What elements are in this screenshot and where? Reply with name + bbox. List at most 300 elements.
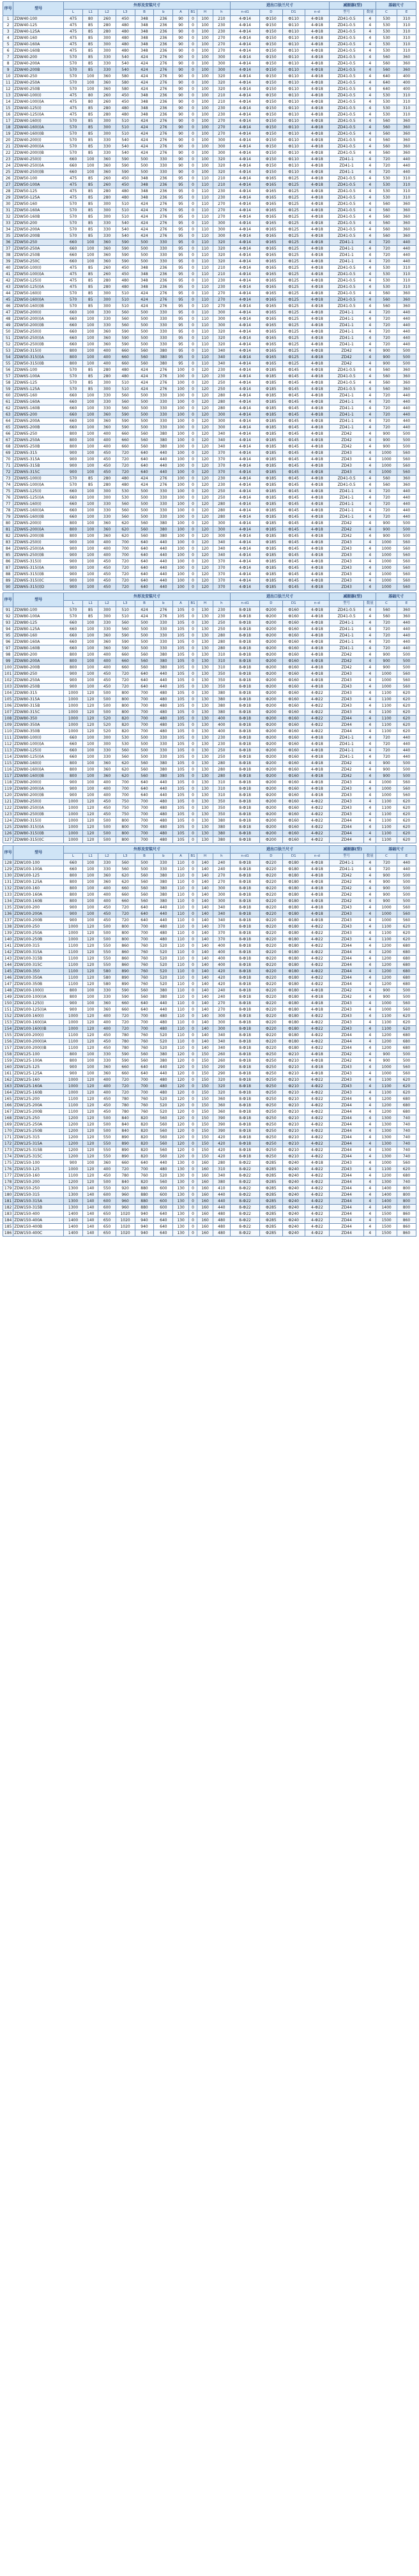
data-cell: 1100: [376, 722, 397, 728]
data-cell: 640: [135, 677, 154, 684]
data-cell: 600: [154, 1198, 173, 1205]
data-cell: 98: [3, 652, 13, 658]
data-cell: 330: [154, 310, 173, 316]
data-cell: 250: [213, 626, 230, 633]
table-row: [3, 1122, 416, 1128]
subheader-cell: B1: [188, 601, 197, 607]
data-cell: 4-Ф18: [305, 520, 329, 527]
data-cell: 110: [197, 278, 213, 284]
data-cell: 820: [135, 1115, 154, 1122]
data-cell: 580: [98, 981, 116, 988]
data-cell: 660: [64, 169, 83, 176]
model-cell: ZDW50-125: [13, 188, 64, 195]
data-cell: 95: [173, 239, 188, 246]
data-cell: 120: [197, 520, 213, 527]
data-cell: 27: [3, 182, 13, 188]
data-cell: 360: [98, 169, 116, 176]
data-cell: Ф185: [260, 501, 282, 508]
data-cell: 134: [3, 898, 13, 905]
data-cell: 1100: [64, 1173, 83, 1179]
data-cell: Ф250: [260, 1071, 282, 1077]
data-cell: 860: [116, 949, 135, 956]
data-cell: 4: [364, 195, 376, 201]
data-cell: 890: [116, 981, 135, 988]
data-cell: 680: [397, 968, 416, 975]
data-cell: 380: [213, 824, 230, 831]
data-cell: 110: [197, 310, 213, 316]
model-cell: ZDW100-160(I)B: [13, 1026, 64, 1032]
data-cell: 4-Ф18: [305, 393, 329, 399]
data-cell: 130: [173, 1198, 188, 1205]
data-cell: 840: [116, 1122, 135, 1128]
data-cell: 4-Ф14: [231, 578, 260, 584]
data-cell: 4-Ф14: [231, 361, 260, 367]
model-cell: ZDW80-160(I)A: [13, 767, 64, 773]
data-cell: ZD43: [329, 780, 363, 786]
data-cell: Ф160: [282, 818, 305, 824]
data-cell: 61: [3, 399, 13, 405]
data-cell: 475: [64, 16, 83, 22]
data-cell: 270: [213, 41, 230, 48]
data-cell: 340: [213, 539, 230, 546]
data-cell: 330: [98, 748, 116, 754]
data-cell: 1200: [376, 949, 397, 956]
data-cell: 4: [364, 949, 376, 956]
data-cell: 400: [98, 898, 116, 905]
data-cell: 100: [83, 879, 98, 885]
model-cell: ZDW65-315(I)D: [13, 584, 64, 591]
data-cell: 700: [135, 1083, 154, 1090]
data-cell: 480: [154, 703, 173, 709]
data-cell: 4: [364, 1064, 376, 1071]
data-cell: 100: [197, 80, 213, 86]
data-cell: 4: [364, 1039, 376, 1045]
data-cell: 740: [397, 1147, 416, 1154]
data-cell: 1300: [376, 1115, 397, 1122]
data-cell: 4-Ф18: [305, 994, 329, 1000]
data-cell: ZD41-0.5: [329, 118, 363, 124]
data-cell: 475: [64, 41, 83, 48]
table-row: [3, 780, 416, 786]
data-cell: 270: [213, 48, 230, 54]
data-cell: 400: [98, 431, 116, 437]
table-row: [3, 188, 416, 195]
data-cell: 100: [83, 639, 98, 645]
data-cell: 120: [197, 393, 213, 399]
model-cell: ZDW100-250A: [13, 930, 64, 937]
data-cell: 100: [83, 469, 98, 476]
data-cell: 120: [83, 1179, 98, 1186]
data-cell: 150: [197, 1090, 213, 1096]
data-cell: 480: [116, 482, 135, 488]
data-cell: 100: [83, 361, 98, 367]
data-cell: 900: [376, 873, 397, 879]
data-cell: Ф145: [282, 393, 305, 399]
data-cell: Ф180: [282, 898, 305, 905]
data-cell: 118: [3, 780, 13, 786]
data-cell: 4: [364, 399, 376, 405]
data-cell: 12: [3, 86, 13, 93]
data-cell: 360: [397, 124, 416, 131]
data-cell: 95: [173, 176, 188, 182]
data-cell: 160: [197, 1224, 213, 1230]
data-cell: 8-Ф18: [231, 1128, 260, 1134]
data-cell: ZD44: [329, 831, 363, 837]
data-cell: 4: [364, 1217, 376, 1224]
data-cell: 4-Ф14: [231, 469, 260, 476]
data-cell: 560: [116, 393, 135, 399]
data-cell: 0: [188, 412, 197, 418]
data-cell: Ф200: [260, 652, 282, 658]
data-cell: Ф165: [260, 303, 282, 310]
data-cell: 440: [397, 412, 416, 418]
data-cell: 4: [364, 1173, 376, 1179]
data-cell: 8-Ф18: [231, 1077, 260, 1083]
data-cell: 340: [213, 361, 230, 367]
data-cell: 450: [98, 559, 116, 565]
data-cell: 560: [397, 571, 416, 578]
data-cell: 126: [3, 831, 13, 837]
data-cell: 360: [397, 220, 416, 227]
data-cell: 8-Ф18: [231, 1141, 260, 1147]
data-cell: ZD43: [329, 1020, 363, 1026]
header-cell-model: 型号: [13, 2, 64, 16]
data-cell: 890: [116, 968, 135, 975]
data-cell: 700: [135, 703, 154, 709]
data-cell: Ф165: [260, 271, 282, 278]
data-cell: 8-Ф18: [231, 1071, 260, 1077]
data-cell: 73: [3, 476, 13, 482]
data-cell: 500: [397, 437, 416, 444]
data-cell: 0: [188, 469, 197, 476]
model-cell: ZDW80-200B: [13, 665, 64, 671]
data-cell: ZD41-0.5: [329, 303, 363, 310]
data-cell: 90: [173, 131, 188, 137]
data-cell: 570: [64, 476, 83, 482]
table-row: [3, 1103, 416, 1109]
table-row: [3, 488, 416, 495]
data-cell: 410: [213, 1186, 230, 1192]
data-cell: 90: [173, 169, 188, 176]
data-cell: 280: [98, 22, 116, 29]
data-cell: 1100: [64, 981, 83, 988]
data-cell: 440: [397, 741, 416, 748]
data-cell: 560: [376, 150, 397, 156]
data-cell: 210: [213, 176, 230, 182]
data-cell: 130: [197, 614, 213, 620]
data-cell: 1200: [64, 1147, 83, 1154]
data-cell: 0: [188, 418, 197, 425]
data-cell: 4-Ф22: [305, 722, 329, 728]
data-cell: 4: [364, 1058, 376, 1064]
data-cell: 100: [83, 892, 98, 898]
table-row: [3, 1032, 416, 1039]
table-row: [3, 239, 416, 246]
data-cell: 330: [154, 418, 173, 425]
table-row: [3, 1051, 416, 1058]
data-cell: 1000: [64, 1090, 83, 1096]
model-cell: ZDW40-250(I)A: [13, 163, 64, 169]
data-cell: 163: [3, 1083, 13, 1090]
table-row: [3, 709, 416, 716]
data-cell: 4-Ф18: [305, 214, 329, 220]
table-header-row: [3, 593, 416, 601]
data-cell: 475: [64, 271, 83, 278]
data-cell: Ф185: [260, 495, 282, 501]
data-cell: Ф250: [260, 1109, 282, 1115]
data-cell: 130: [197, 824, 213, 831]
data-cell: 140: [197, 1045, 213, 1051]
data-cell: 4: [364, 728, 376, 735]
data-cell: 900: [376, 760, 397, 767]
data-cell: 640: [154, 1211, 173, 1217]
data-cell: 100: [83, 994, 98, 1000]
data-cell: 360: [397, 61, 416, 67]
data-cell: 0: [188, 943, 197, 949]
data-cell: 10: [3, 73, 13, 80]
model-cell: ZDW65-315A: [13, 456, 64, 463]
table-row: [3, 626, 416, 633]
table-row: [3, 520, 416, 527]
data-cell: 120: [83, 943, 98, 949]
data-cell: 400: [98, 1020, 116, 1026]
model-cell: ZDW40-160: [13, 35, 64, 41]
data-cell: Ф125: [282, 227, 305, 233]
data-cell: 120: [197, 367, 213, 373]
data-cell: 720: [376, 252, 397, 259]
data-cell: 310: [397, 195, 416, 201]
data-cell: 250: [213, 754, 230, 760]
subheader-cell: h: [213, 854, 230, 860]
data-cell: 500: [397, 361, 416, 367]
data-cell: 560: [135, 361, 154, 367]
data-cell: 130: [197, 645, 213, 652]
data-cell: 530: [376, 22, 397, 29]
data-cell: 900: [64, 546, 83, 552]
data-cell: 520: [98, 716, 116, 722]
data-cell: 4: [364, 80, 376, 86]
data-cell: Ф185: [260, 578, 282, 584]
data-cell: 150: [197, 1071, 213, 1077]
data-cell: 0: [188, 824, 197, 831]
data-cell: 1400: [64, 1217, 83, 1224]
data-cell: 4-Ф22: [305, 1179, 329, 1186]
subheader-cell: L3: [116, 854, 135, 860]
data-cell: 700: [135, 690, 154, 697]
data-cell: 800: [64, 879, 83, 885]
data-cell: Ф220: [260, 892, 282, 898]
data-cell: 100: [173, 399, 188, 405]
model-cell: ZDW80-350: [13, 716, 64, 722]
data-cell: ZD43: [329, 578, 363, 584]
data-cell: 560: [376, 290, 397, 297]
data-cell: ZD43: [329, 703, 363, 709]
subheader-cell: b: [154, 854, 173, 860]
data-cell: 1020: [116, 1230, 135, 1237]
data-cell: 4-Ф18: [305, 316, 329, 322]
data-cell: 360: [397, 131, 416, 137]
data-cell: 400: [98, 1013, 116, 1020]
data-cell: 90: [173, 67, 188, 73]
data-cell: ZD43: [329, 552, 363, 559]
data-cell: 110: [173, 879, 188, 885]
data-cell: 130: [197, 633, 213, 639]
table-row: [3, 80, 416, 86]
data-cell: 360: [98, 1007, 116, 1013]
data-cell: 85: [83, 271, 98, 278]
data-cell: 4-Ф14: [231, 105, 260, 112]
model-cell: ZDW40-125: [13, 22, 64, 29]
data-cell: 330: [154, 754, 173, 760]
data-cell: 660: [64, 335, 83, 342]
data-cell: ZD41-0.5: [329, 61, 363, 67]
data-cell: 236: [154, 29, 173, 35]
data-cell: 400: [98, 444, 116, 450]
data-cell: 0: [188, 354, 197, 361]
data-cell: 280: [213, 405, 230, 412]
data-cell: 450: [98, 456, 116, 463]
data-cell: 380: [154, 760, 173, 767]
data-cell: 2: [3, 22, 13, 29]
table-row: [3, 879, 416, 885]
data-cell: ZD41-0.5: [329, 271, 363, 278]
data-cell: 560: [154, 1122, 173, 1128]
data-cell: 560: [154, 1128, 173, 1134]
data-cell: 320: [213, 246, 230, 252]
data-cell: 0: [188, 35, 197, 41]
data-cell: 100: [83, 1007, 98, 1013]
table-row: [3, 150, 416, 156]
data-cell: 4-Ф14: [231, 431, 260, 437]
data-cell: 4: [364, 41, 376, 48]
data-cell: 8-Ф18: [231, 1032, 260, 1039]
data-cell: 424: [135, 607, 154, 614]
data-cell: 130: [173, 1211, 188, 1217]
data-cell: 140: [197, 981, 213, 988]
data-cell: 132: [3, 885, 13, 892]
data-cell: ZD41-0.5: [329, 124, 363, 131]
data-cell: Ф200: [260, 626, 282, 633]
data-cell: 510: [116, 386, 135, 393]
data-cell: Ф145: [282, 482, 305, 488]
data-cell: Ф145: [282, 463, 305, 469]
data-cell: 95: [173, 297, 188, 303]
data-cell: 500: [135, 316, 154, 322]
data-cell: 130: [197, 684, 213, 690]
data-cell: 100: [173, 425, 188, 431]
data-cell: 880: [135, 1205, 154, 1211]
table-row: [3, 975, 416, 981]
data-cell: 4-Ф18: [305, 335, 329, 342]
model-cell: ZDW80-160(I)B: [13, 773, 64, 780]
data-cell: 4-Ф18: [305, 93, 329, 99]
data-cell: 800: [116, 697, 135, 703]
data-cell: 130: [173, 1173, 188, 1179]
data-cell: Ф110: [282, 131, 305, 137]
data-cell: 300: [213, 54, 230, 61]
data-cell: 570: [64, 80, 83, 86]
data-cell: 560: [376, 614, 397, 620]
data-cell: 0: [188, 29, 197, 35]
data-cell: 480: [154, 1077, 173, 1083]
subheader-cell: C: [376, 601, 397, 607]
data-cell: 480: [116, 188, 135, 195]
data-cell: 115: [3, 760, 13, 767]
data-cell: 300: [98, 290, 116, 297]
data-cell: 360: [98, 418, 116, 425]
data-cell: 1200: [376, 943, 397, 949]
data-cell: 900: [376, 898, 397, 905]
table-row: [3, 578, 416, 584]
data-cell: 0: [188, 780, 197, 786]
data-cell: 560: [116, 399, 135, 405]
data-cell: 4: [364, 144, 376, 150]
table-row: [3, 41, 416, 48]
data-cell: 100: [197, 169, 213, 176]
data-cell: ZD41-1: [329, 335, 363, 342]
data-cell: 570: [64, 67, 83, 73]
data-cell: 520: [154, 981, 173, 988]
data-cell: 105: [173, 818, 188, 824]
data-cell: 1000: [376, 671, 397, 677]
data-cell: 120: [197, 559, 213, 565]
data-cell: Ф250: [260, 1077, 282, 1083]
data-cell: 114: [3, 754, 13, 760]
data-cell: 300: [98, 124, 116, 131]
data-cell: 660: [116, 361, 135, 367]
table-row: [3, 137, 416, 144]
data-cell: 720: [116, 463, 135, 469]
data-cell: ZD41-1: [329, 639, 363, 645]
model-cell: ZDW100-250B: [13, 937, 64, 943]
subheader-cell: H: [197, 601, 213, 607]
data-cell: 440: [154, 565, 173, 571]
data-cell: 120: [83, 722, 98, 728]
data-cell: 4-Ф14: [231, 239, 260, 246]
data-cell: 0: [188, 169, 197, 176]
data-cell: 4-Ф22: [305, 1122, 329, 1128]
data-cell: 130: [197, 620, 213, 626]
data-cell: 26: [3, 176, 13, 182]
data-cell: 105: [173, 786, 188, 792]
data-cell: 900: [376, 658, 397, 665]
subheader-cell: E: [397, 601, 416, 607]
data-cell: 300: [98, 735, 116, 741]
data-cell: 270: [213, 35, 230, 41]
data-cell: 510: [116, 207, 135, 214]
data-cell: 140: [83, 1186, 98, 1192]
data-cell: 130: [197, 792, 213, 799]
data-cell: 110: [173, 1032, 188, 1039]
data-cell: 230: [213, 105, 230, 112]
data-cell: ZD44: [329, 1122, 363, 1128]
data-cell: Ф185: [260, 520, 282, 527]
data-cell: 280: [98, 195, 116, 201]
data-cell: 280: [98, 482, 116, 488]
model-cell: ZDW80-250: [13, 671, 64, 677]
data-cell: Ф145: [282, 412, 305, 418]
model-cell: ZDW100-200B: [13, 917, 64, 924]
data-cell: 440: [213, 1192, 230, 1198]
data-cell: 72: [3, 469, 13, 476]
data-cell: 660: [64, 741, 83, 748]
data-cell: 160: [197, 1179, 213, 1186]
data-cell: 380: [154, 994, 173, 1000]
data-cell: 560: [397, 546, 416, 552]
data-cell: 23: [3, 156, 13, 163]
data-cell: 4: [364, 342, 376, 348]
data-cell: Ф150: [260, 169, 282, 176]
